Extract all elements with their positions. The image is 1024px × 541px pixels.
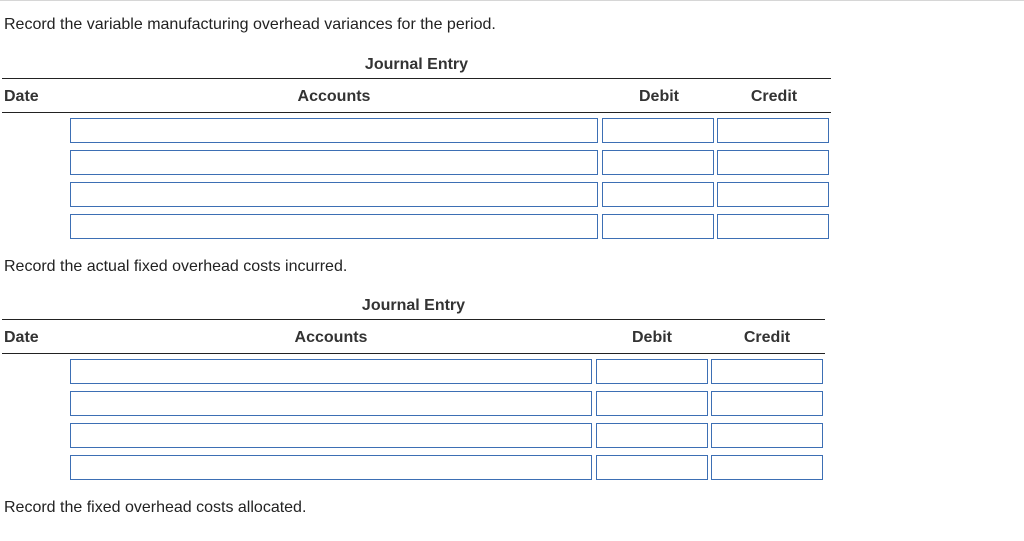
title-rule-2 bbox=[2, 319, 825, 320]
header-row-2 bbox=[2, 321, 825, 355]
accounts-header: Accounts bbox=[297, 88, 371, 105]
credit-input[interactable] bbox=[717, 118, 829, 143]
journal-title-2: Journal Entry bbox=[361, 297, 466, 314]
instruction-3: Record the fixed overhead costs allocated. bbox=[4, 499, 307, 516]
header-rule-1 bbox=[2, 112, 831, 113]
title-rule-1 bbox=[2, 78, 831, 79]
account-input[interactable] bbox=[70, 391, 592, 416]
debit-input[interactable] bbox=[602, 118, 714, 143]
debit-input[interactable] bbox=[602, 150, 714, 175]
account-input[interactable] bbox=[70, 359, 592, 384]
credit-header: Credit bbox=[743, 329, 791, 346]
credit-input[interactable] bbox=[717, 150, 829, 175]
credit-input[interactable] bbox=[711, 455, 823, 480]
date-header: Date bbox=[4, 329, 39, 346]
credit-input[interactable] bbox=[711, 423, 823, 448]
credit-input[interactable] bbox=[717, 182, 829, 207]
account-input[interactable] bbox=[70, 423, 592, 448]
account-input[interactable] bbox=[70, 182, 598, 207]
account-input[interactable] bbox=[70, 150, 598, 175]
debit-header: Debit bbox=[639, 88, 679, 105]
journal-title-1: Journal Entry bbox=[364, 56, 469, 73]
top-divider bbox=[0, 0, 1024, 1]
account-input[interactable] bbox=[70, 455, 592, 480]
journal-entry-table-1 bbox=[2, 56, 831, 246]
account-input[interactable] bbox=[70, 118, 598, 143]
credit-input[interactable] bbox=[711, 391, 823, 416]
debit-input[interactable] bbox=[596, 391, 708, 416]
account-input[interactable] bbox=[70, 214, 598, 239]
credit-input[interactable] bbox=[711, 359, 823, 384]
debit-input[interactable] bbox=[596, 423, 708, 448]
debit-input[interactable] bbox=[596, 455, 708, 480]
date-header: Date bbox=[4, 88, 39, 105]
credit-input[interactable] bbox=[717, 214, 829, 239]
instruction-1: Record the variable manufacturing overhead variances for the period. bbox=[4, 16, 496, 33]
header-row-1 bbox=[2, 80, 831, 114]
credit-header: Credit bbox=[750, 88, 798, 105]
accounts-header: Accounts bbox=[294, 329, 368, 346]
debit-header: Debit bbox=[632, 329, 672, 346]
instruction-2: Record the actual fixed overhead costs incurred. bbox=[4, 258, 348, 275]
header-rule-2 bbox=[2, 353, 825, 354]
journal-entry-table-2 bbox=[2, 297, 825, 487]
debit-input[interactable] bbox=[596, 359, 708, 384]
debit-input[interactable] bbox=[602, 182, 714, 207]
debit-input[interactable] bbox=[602, 214, 714, 239]
